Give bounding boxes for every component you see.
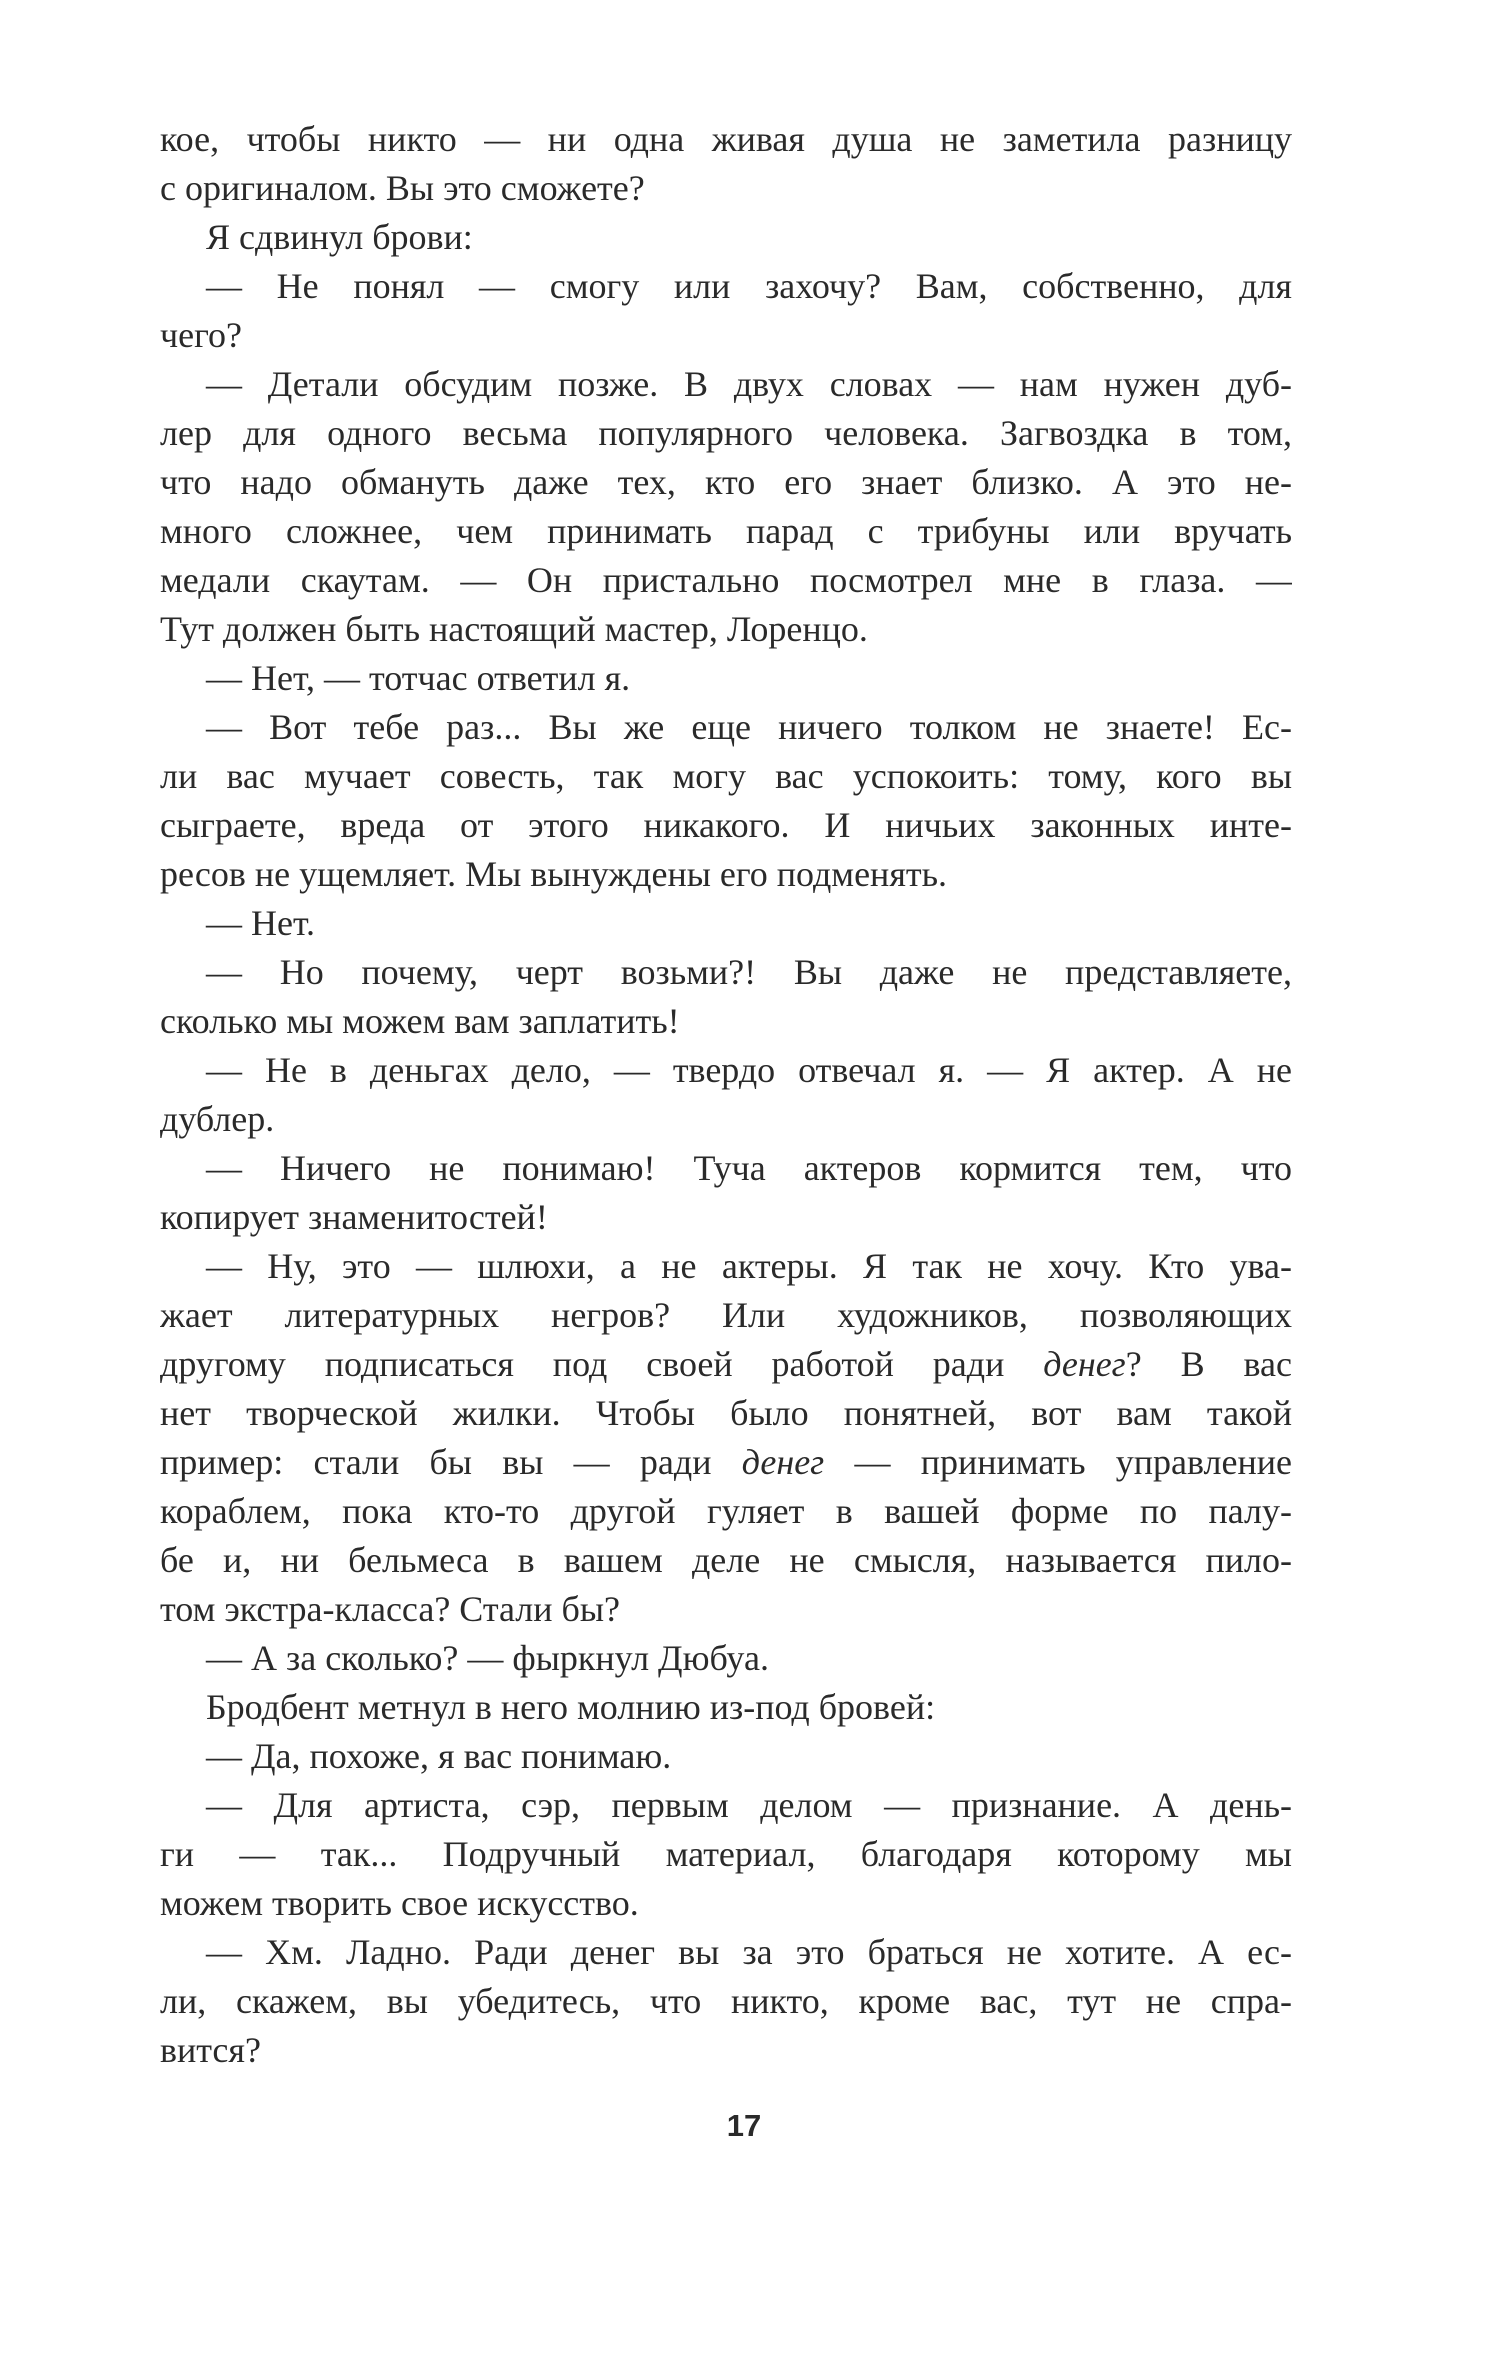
text-line: ресов не ущемляет. Мы вынуждены его подменять. (160, 854, 948, 894)
text-line: — Нет. (206, 903, 316, 943)
text-segment: другому подписаться под своей работой ради (160, 1344, 1044, 1384)
text-line: с оригиналом. Вы это сможете? (160, 168, 645, 208)
text-line: чего? (160, 315, 242, 355)
text-line: — Ничего не понимаю! Туча актеров кормится тем, что (206, 1148, 1292, 1188)
text-line: жает литературных негров? Или художников, позволяющих (160, 1295, 1292, 1335)
text-line: — Не в деньгах дело, — твердо отвечал я. — Я актер. А не (206, 1050, 1292, 1090)
text-line: много сложнее, чем принимать парад с трибуны или вручать (160, 511, 1292, 551)
text-line: копирует знаменитостей! (160, 1197, 548, 1237)
text-line: ли, скажем, вы убедитесь, что никто, кроме вас, тут не спра- (160, 1981, 1292, 2021)
text-segment: ? В вас (1125, 1344, 1292, 1384)
text-line: сыграете, вреда от этого никакого. И ничьих законных инте- (160, 805, 1292, 845)
text-line: ги — так... Подручный материал, благодаря которому мы (160, 1834, 1292, 1874)
text-line: что надо обмануть даже тех, кто его знает близко. А это не- (160, 462, 1292, 502)
text-line: сколько мы можем вам заплатить! (160, 1001, 680, 1041)
text-line: — Хм. Ладно. Ради денег вы за это браться не хотите. А ес- (206, 1932, 1292, 1972)
text-line: — Для артиста, сэр, первым делом — признание. А день- (206, 1785, 1292, 1825)
italic-word: денег (741, 1442, 825, 1482)
text-line: — Ну, это — шлюхи, а не актеры. Я так не хочу. Кто ува- (206, 1246, 1292, 1286)
text-line: Я сдвинул брови: (206, 217, 473, 257)
text-line: — Не понял — смогу или захочу? Вам, собственно, для (206, 266, 1292, 306)
text-line: — Детали обсудим позже. В двух словах — нам нужен дуб- (206, 364, 1292, 404)
text-line: ли вас мучает совесть, так могу вас успокоить: тому, кого вы (160, 756, 1292, 796)
text-line: нет творческой жилки. Чтобы было понятней, вот вам такой (160, 1393, 1292, 1433)
text-line (160, 1438, 1292, 1487)
text-line: кораблем, пока кто-то другой гуляет в вашей форме по палу- (160, 1491, 1292, 1531)
text-line: вится? (160, 2030, 261, 2070)
text-line: — А за сколько? — фыркнул Дюбуа. (206, 1638, 769, 1678)
text-line: — Но почему, черт возьми?! Вы даже не представляете, (206, 952, 1292, 992)
text-line: — Да, похоже, я вас понимаю. (206, 1736, 672, 1776)
text-line: бе и, ни бельмеса в вашем деле не смысля, называется пило- (160, 1540, 1292, 1580)
text-line: медали скаутам. — Он пристально посмотрел мне в глаза. — (160, 560, 1292, 600)
italic-word: денег (1043, 1344, 1126, 1384)
text-line: можем творить свое искусство. (160, 1883, 639, 1923)
text-line: — Вот тебе раз... Вы же еще ничего толком не знаете! Ес- (206, 707, 1292, 747)
text-line: — Нет, — тотчас ответил я. (206, 658, 631, 698)
text-line: Тут должен быть настоящий мастер, Лоренцо. (160, 609, 868, 649)
text-line: Бродбент метнул в него молнию из-под бровей: (206, 1687, 936, 1727)
text-line: кое, чтобы никто — ни одна живая душа не заметила разницу (160, 119, 1292, 159)
body-text (160, 115, 1292, 2075)
text-segment: — принимать управление (824, 1442, 1292, 1482)
page-number: 17 (726, 2108, 762, 2143)
text-line: лер для одного весьма популярного человека. Загвоздка в том, (160, 413, 1292, 453)
text-line (160, 1340, 1292, 1389)
text-line: том экстра-класса? Стали бы? (160, 1589, 621, 1629)
text-segment: пример: стали бы вы — ради (160, 1442, 742, 1482)
text-line: дублер. (160, 1099, 275, 1139)
